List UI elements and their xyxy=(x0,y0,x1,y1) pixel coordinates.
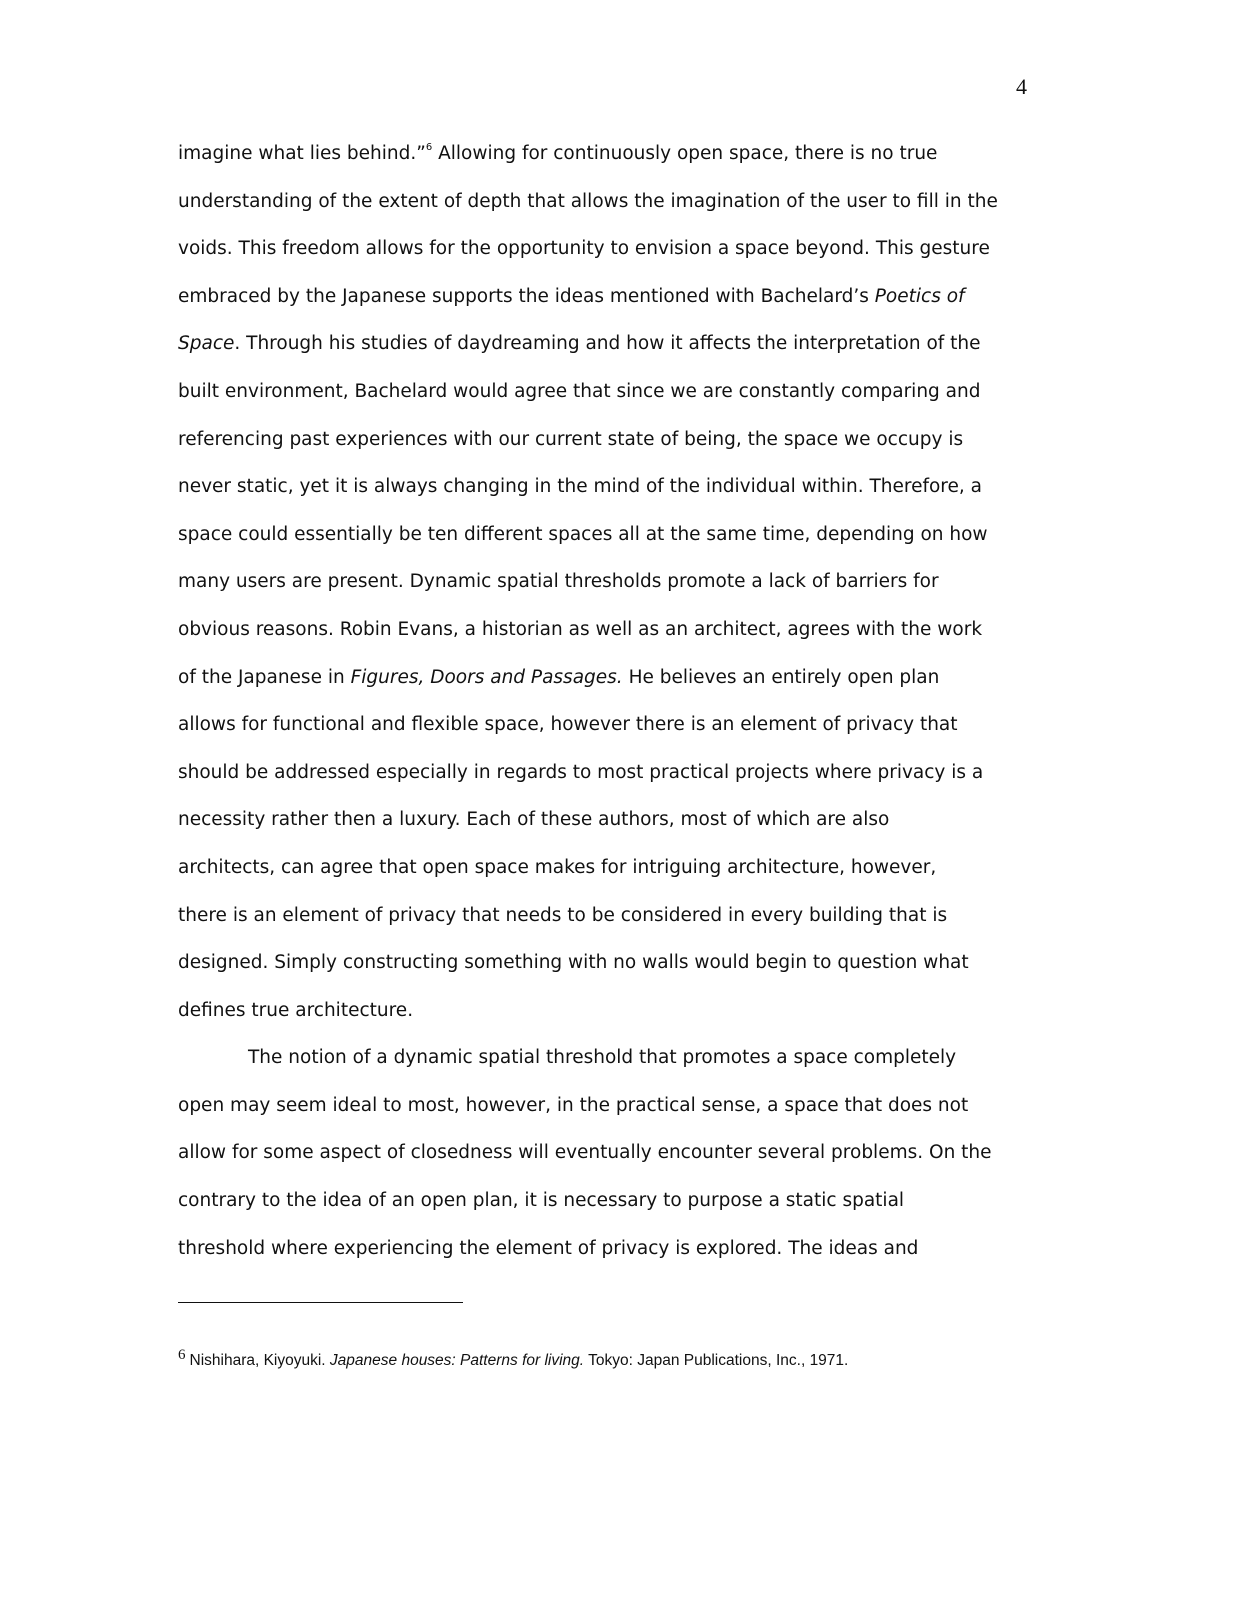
page-number: 4 xyxy=(1016,74,1027,99)
text-line: built environment, Bachelard would agree that since we are constantly comparing and xyxy=(178,380,981,402)
text-line: never static, yet it is always changing in the mind of the individual within. Therefore, a xyxy=(178,476,982,498)
text-line: architects, can agree that open space makes for intriguing architecture, however, xyxy=(178,856,937,878)
book-title-poetics-of-space: Space xyxy=(178,333,235,355)
footnote-title: Japanese houses: Patterns for living. xyxy=(329,1352,585,1369)
text-span: Allowing for continuously open space, there is no true xyxy=(432,143,938,164)
footnote-author: Nishihara, Kiyoyuki. xyxy=(189,1352,330,1369)
text-line: threshold where experiencing the element of privacy is explored. The ideas and xyxy=(178,1237,919,1259)
footnote-number: 6 xyxy=(178,1347,186,1363)
body-text xyxy=(178,134,1044,1276)
text-span: of the Japanese in xyxy=(178,666,351,688)
text-line: allows for functional and flexible space, however there is an element of privacy that xyxy=(178,714,958,736)
text-line: referencing past experiences with our current state of being, the space we occupy is xyxy=(178,428,964,450)
text-line: space could essentially be ten different spaces all at the same time, depending on how xyxy=(178,523,988,545)
footnote xyxy=(178,1344,1044,1372)
text-line xyxy=(178,658,1044,706)
text-line: designed. Simply constructing something with no walls would begin to question what xyxy=(178,952,969,974)
text-line: necessity rather then a luxury. Each of these authors, most of which are also xyxy=(178,809,890,831)
book-title-poetics-of-space: Poetics of xyxy=(874,285,965,307)
text-line: open may seem ideal to most, however, in the practical sense, a space that does not xyxy=(178,1094,969,1116)
footnote-separator xyxy=(178,1302,463,1303)
text-line: voids. This freedom allows for the opportunity to envision a space beyond. This gesture xyxy=(178,238,990,260)
text-line: contrary to the idea of an open plan, it is necessary to purpose a static spatial xyxy=(178,1190,905,1212)
text-span: imagine what lies behind.” xyxy=(178,143,426,164)
text-line: obvious reasons. Robin Evans, a historian as well as an architect, agrees with the work xyxy=(178,618,983,640)
footnote-reference: 6 xyxy=(425,142,433,153)
text-line: should be addressed especially in regards to most practical projects where privacy is a xyxy=(178,761,984,783)
text-line xyxy=(178,324,1044,372)
text-line: defines true architecture. xyxy=(178,999,414,1021)
text-line xyxy=(178,134,1044,182)
text-line: allow for some aspect of closedness will eventually encounter several problems. On the xyxy=(178,1142,992,1164)
text-span: . Through his studies of daydreaming and how it affects the interpretation of the xyxy=(234,333,981,355)
footnote-publication: Tokyo: Japan Publications, Inc., 1971. xyxy=(584,1352,849,1369)
book-title-figures-doors-passages: Figures, Doors and Passages. xyxy=(350,666,623,688)
text-line: there is an element of privacy that needs to be considered in every building that is xyxy=(178,904,948,926)
text-span: He believes an entirely open plan xyxy=(622,666,940,688)
text-line: understanding of the extent of depth that allows the imagination of the user to fill in the xyxy=(178,190,998,212)
text-span: embraced by the Japanese supports the ideas mentioned with Bachelard’s xyxy=(178,285,875,307)
text-line xyxy=(178,277,1044,325)
paragraph-start-line: The notion of a dynamic spatial threshold that promotes a space completely xyxy=(248,1047,957,1069)
text-line: many users are present. Dynamic spatial thresholds promote a lack of barriers for xyxy=(178,571,939,593)
